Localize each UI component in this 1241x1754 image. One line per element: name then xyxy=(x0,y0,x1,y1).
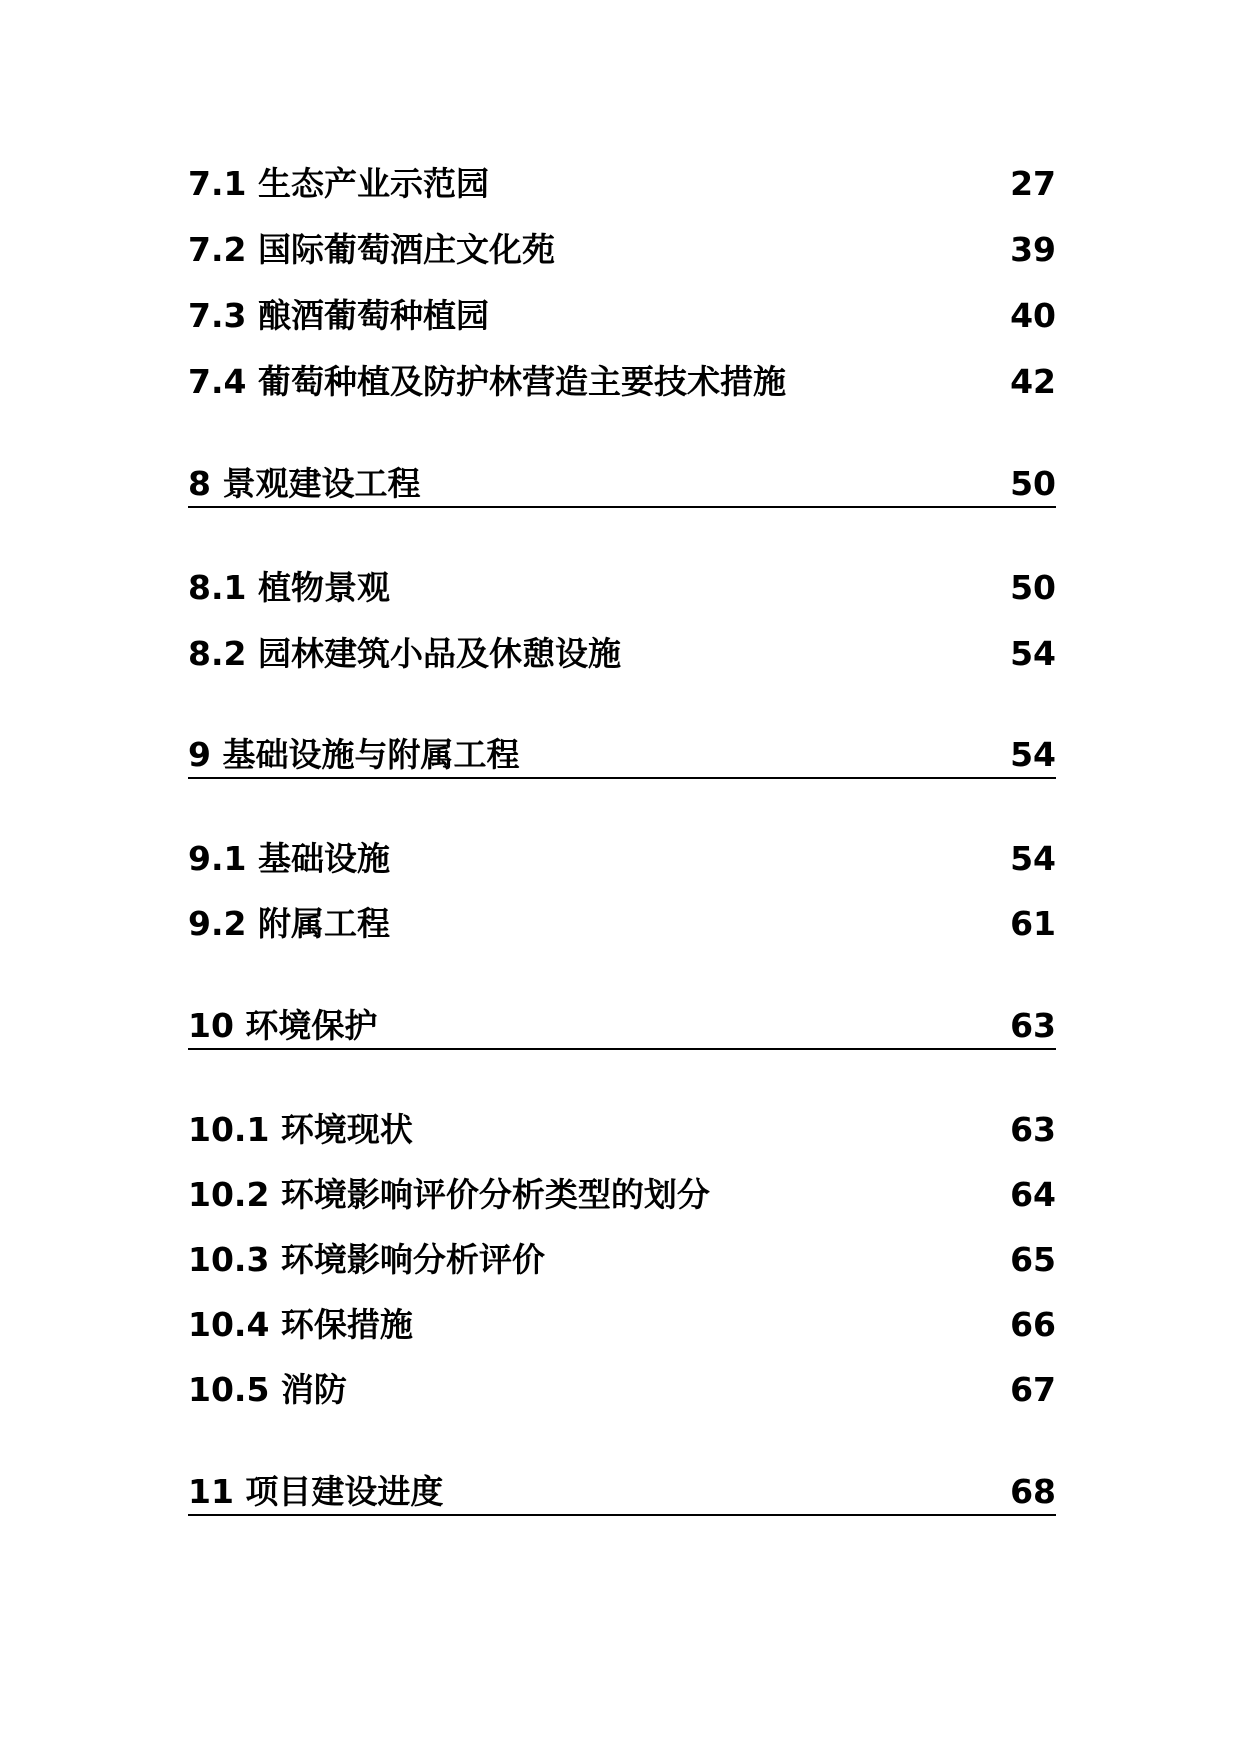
toc-entry-7-1[interactable] xyxy=(188,160,1056,208)
toc-chapter-10[interactable] xyxy=(188,1004,1056,1050)
toc-entry-page: 64 xyxy=(1010,1175,1056,1214)
toc-entry-10-5[interactable] xyxy=(188,1366,1056,1414)
toc-entry-9-1[interactable] xyxy=(188,835,1056,883)
toc-entry-page: 39 xyxy=(1010,230,1056,269)
toc-entry-10-3[interactable] xyxy=(188,1236,1056,1284)
toc-entry-label: 7.4 葡萄种植及防护林营造主要技术措施 xyxy=(188,362,786,401)
toc-entry-page: 42 xyxy=(1010,362,1056,401)
toc-entry-label: 10.1 环境现状 xyxy=(188,1110,413,1149)
toc-entry-page: 54 xyxy=(1010,839,1056,878)
toc-chapter-label: 11 项目建设进度 xyxy=(188,1472,444,1511)
toc-entry-page: 63 xyxy=(1010,1110,1056,1149)
toc-entry-label: 7.1 生态产业示范园 xyxy=(188,164,489,203)
toc-entry-page: 27 xyxy=(1010,164,1056,203)
toc-entry-page: 67 xyxy=(1010,1370,1056,1409)
toc-entry-label: 8.1 植物景观 xyxy=(188,568,390,607)
toc-entry-label: 10.2 环境影响评价分析类型的划分 xyxy=(188,1175,710,1214)
toc-entry-8-1[interactable] xyxy=(188,564,1056,612)
toc-chapter-page: 63 xyxy=(1010,1006,1056,1045)
toc-entry-label: 10.5 消防 xyxy=(188,1370,347,1409)
toc-chapter-11[interactable] xyxy=(188,1470,1056,1516)
toc-chapter-label: 10 环境保护 xyxy=(188,1006,378,1045)
toc-entry-label: 8.2 园林建筑小品及休憩设施 xyxy=(188,634,621,673)
toc-entry-page: 65 xyxy=(1010,1240,1056,1279)
toc-entry-8-2[interactable] xyxy=(188,630,1056,678)
toc-chapter-label: 8 景观建设工程 xyxy=(188,464,421,503)
toc-entry-page: 54 xyxy=(1010,634,1056,673)
toc-entry-label: 7.2 国际葡萄酒庄文化苑 xyxy=(188,230,555,269)
toc-entry-label: 7.3 酿酒葡萄种植园 xyxy=(188,296,489,335)
toc-entry-7-3[interactable] xyxy=(188,292,1056,340)
toc-chapter-9[interactable] xyxy=(188,733,1056,779)
toc-entry-page: 66 xyxy=(1010,1305,1056,1344)
toc-chapter-page: 54 xyxy=(1010,735,1056,774)
toc-entry-label: 9.1 基础设施 xyxy=(188,839,390,878)
toc-entry-7-2[interactable] xyxy=(188,226,1056,274)
toc-chapter-label: 9 基础设施与附属工程 xyxy=(188,735,520,774)
toc-entry-7-4[interactable] xyxy=(188,358,1056,406)
toc-entry-10-4[interactable] xyxy=(188,1301,1056,1349)
toc-entry-page: 61 xyxy=(1010,904,1056,943)
toc-entry-label: 10.3 环境影响分析评价 xyxy=(188,1240,545,1279)
toc-entry-10-1[interactable] xyxy=(188,1106,1056,1154)
toc-chapter-page: 68 xyxy=(1010,1472,1056,1511)
toc-entry-page: 40 xyxy=(1010,296,1056,335)
toc-chapter-page: 50 xyxy=(1010,464,1056,503)
toc-entry-9-2[interactable] xyxy=(188,900,1056,948)
toc-chapter-8[interactable] xyxy=(188,462,1056,508)
toc-entry-label: 10.4 环保措施 xyxy=(188,1305,413,1344)
toc-entry-10-2[interactable] xyxy=(188,1171,1056,1219)
toc-entry-label: 9.2 附属工程 xyxy=(188,904,390,943)
toc-entry-page: 50 xyxy=(1010,568,1056,607)
